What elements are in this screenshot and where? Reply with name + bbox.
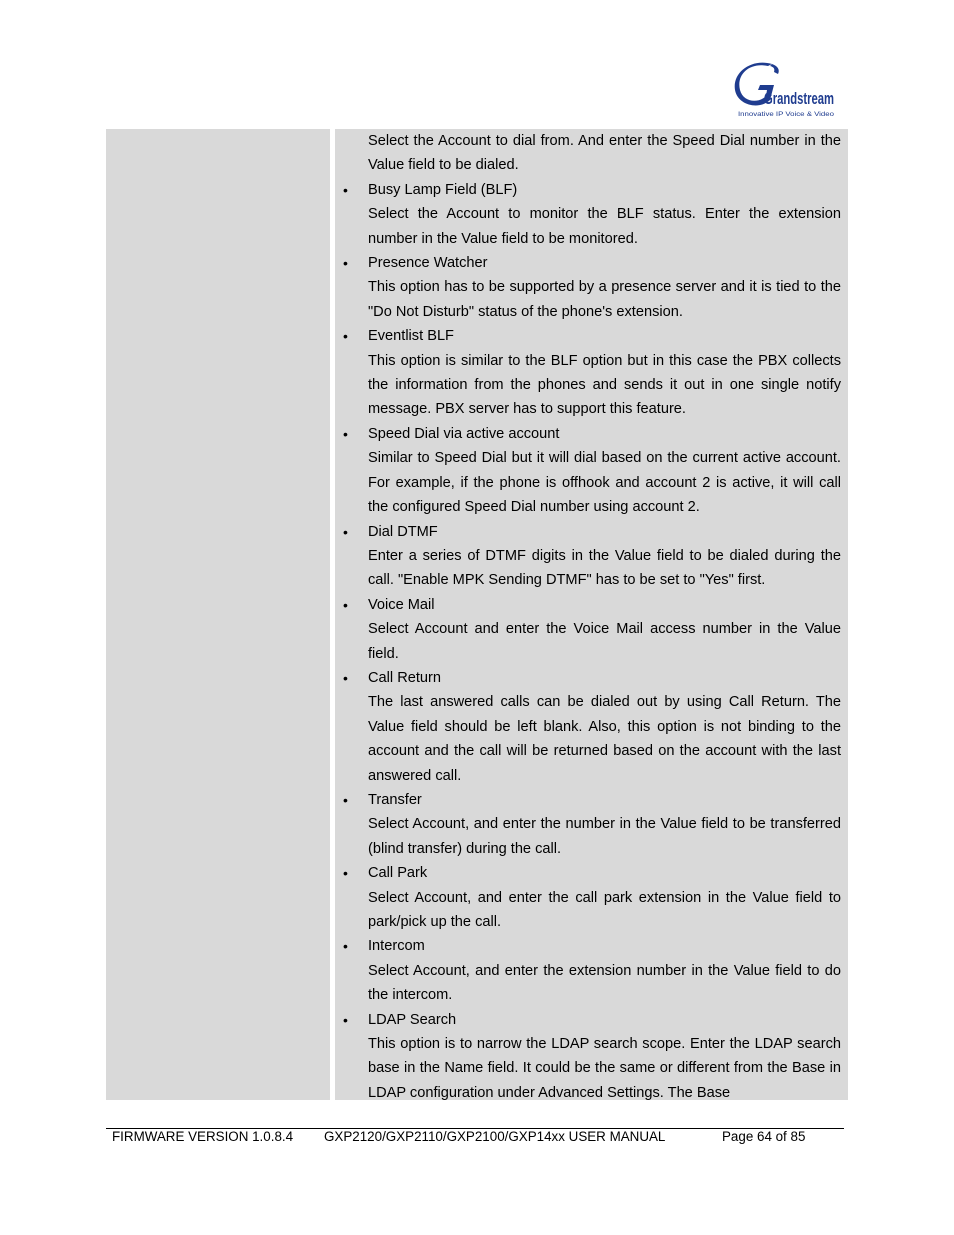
bullet-icon: • bbox=[343, 328, 348, 345]
bullet-icon: • bbox=[343, 255, 348, 272]
list-item bbox=[343, 251, 841, 324]
item-description: The last answered calls can be dialed out by using Call Return. The Value field should be left blank. Also, this option is not binding to the account and the call will be returned based on the account with the last answered call. bbox=[368, 694, 841, 784]
bullet-icon: • bbox=[343, 669, 348, 686]
lead-paragraph: Select the Account to dial from. And enter the Speed Dial number in the Value field to be dialed. bbox=[368, 133, 841, 174]
bullet-icon: • bbox=[343, 425, 348, 442]
item-description: Similar to Speed Dial but it will dial based on the current active account. For example, if the phone is offhook and account 2 is active, it will call the configured Speed Dial number using account 2. bbox=[368, 450, 841, 516]
item-title: Presence Watcher bbox=[368, 255, 488, 272]
bullet-list bbox=[343, 178, 841, 1105]
parameter-table bbox=[106, 129, 848, 1100]
item-title: Eventlist BLF bbox=[368, 328, 454, 345]
list-item bbox=[343, 593, 841, 666]
bullet-icon: • bbox=[343, 938, 348, 955]
table-right-cell bbox=[335, 129, 848, 1100]
list-item bbox=[343, 520, 841, 593]
footer-manual-title: GXP2120/GXP2110/GXP2100/GXP14xx USER MANUAL bbox=[324, 1129, 666, 1144]
item-description: This option is similar to the BLF option but in this case the PBX collects the information from the phones and sends it out in one single notify message. PBX server has to support this feature. bbox=[368, 352, 841, 418]
bullet-icon: • bbox=[343, 791, 348, 808]
list-item bbox=[343, 788, 841, 861]
logo-wordmark: Grandstream bbox=[764, 89, 834, 108]
item-description: Select the Account to monitor the BLF status. Enter the extension number in the Value field to be monitored. bbox=[368, 206, 841, 247]
list-item bbox=[343, 324, 841, 422]
item-title: Call Return bbox=[368, 669, 441, 686]
item-description: Select Account and enter the Voice Mail access number in the Value field. bbox=[368, 621, 841, 662]
bullet-icon: • bbox=[343, 865, 348, 882]
item-description: Select Account, and enter the extension number in the Value field to do the intercom. bbox=[368, 962, 841, 1004]
item-title: Busy Lamp Field (BLF) bbox=[368, 181, 518, 198]
item-title: Transfer bbox=[368, 791, 422, 808]
item-title: LDAP Search bbox=[368, 1011, 457, 1028]
item-description: Select Account, and enter the number in the Value field to be transferred (blind transfer) during the call. bbox=[368, 816, 841, 857]
list-item bbox=[343, 178, 841, 251]
item-title: Call Park bbox=[368, 865, 428, 882]
item-description: This option is to narrow the LDAP search scope. Enter the LDAP search base in the Name field. It could be the same or different from the Base in LDAP configuration under Advanced Settings. The Base bbox=[368, 1036, 841, 1101]
cell-content bbox=[343, 129, 841, 1105]
grandstream-logo bbox=[734, 60, 838, 120]
item-title: Dial DTMF bbox=[368, 523, 438, 540]
list-item bbox=[343, 861, 841, 934]
footer-page-number: Page 64 of 85 bbox=[722, 1129, 806, 1144]
bullet-icon: • bbox=[343, 596, 348, 613]
logo-tagline: Innovative IP Voice & Video bbox=[738, 111, 835, 118]
item-description: Select Account, and enter the call park extension in the Value field to park/pick up the call. bbox=[368, 889, 841, 930]
table-left-cell bbox=[106, 129, 330, 1100]
item-title: Voice Mail bbox=[368, 596, 435, 613]
bullet-icon: • bbox=[343, 181, 348, 198]
list-item bbox=[343, 666, 841, 788]
item-title: Speed Dial via active account bbox=[368, 425, 560, 442]
item-description: Enter a series of DTMF digits in the Value field to be dialed during the call. "Enable MPK Sending DTMF" has to be set to "Yes" first. bbox=[368, 547, 841, 589]
bullet-icon: • bbox=[343, 523, 348, 540]
list-item bbox=[343, 934, 841, 1007]
bullet-icon: • bbox=[343, 1011, 348, 1028]
footer-firmware: FIRMWARE VERSION 1.0.8.4 bbox=[112, 1129, 294, 1144]
item-title: Intercom bbox=[368, 938, 425, 955]
item-description: This option has to be supported by a presence server and it is tied to the "Do Not Disturb" status of the phone's extension. bbox=[368, 279, 841, 320]
list-item bbox=[343, 1008, 841, 1106]
list-item bbox=[343, 422, 841, 520]
